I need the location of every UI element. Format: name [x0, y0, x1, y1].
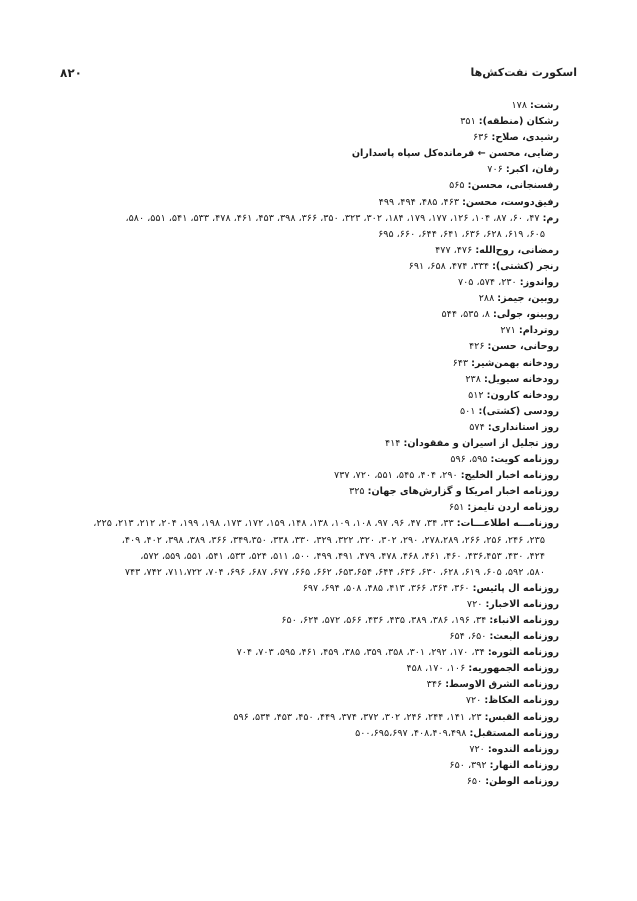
index-entry — [76, 259, 559, 275]
index-entry — [76, 420, 559, 436]
entry-heading: روزنامه الانباء: — [489, 615, 559, 626]
index-entry — [76, 146, 559, 162]
entry-heading: روز استانداری: — [487, 421, 559, 433]
entry-heading: رشیدی، صلاح: — [491, 132, 559, 144]
index-entry — [76, 758, 559, 774]
index-entry — [76, 581, 559, 597]
index-entry — [76, 693, 559, 709]
entry-heading: روحانی، حسن: — [487, 341, 559, 353]
entry-page-refs: ۳۳۴، ۴۷۴، ۶۵۸، ۶۹۱ — [408, 260, 490, 272]
index-entry — [76, 645, 559, 661]
entry-page-refs: ۷۰۶ — [487, 164, 503, 176]
entry-page-refs: ۶۵۰، ۶۵۴ — [449, 631, 487, 643]
entry-page-refs: ۴۲۶ — [469, 341, 485, 353]
index-entry — [76, 195, 559, 211]
entry-heading: رنجر (کشتی): — [492, 260, 559, 272]
entry-page-refs: ۲۳۸ — [465, 373, 481, 385]
entry-heading: روتردام: — [518, 325, 559, 337]
index-entry — [76, 404, 559, 420]
index-entry — [76, 178, 559, 194]
entry-heading: روزنامـــه اطلاعـــات: — [456, 518, 559, 530]
entry-heading: رفیق‌دوست، محسن: — [462, 196, 559, 208]
entry-heading: روز تجلیل از اسیران و مفقودان: — [403, 437, 559, 449]
index-entry — [76, 275, 559, 291]
entry-heading: رودخانه کارون: — [486, 389, 559, 401]
entry-heading: روزنامه القبس: — [484, 711, 559, 723]
index-entry — [76, 211, 559, 243]
entry-page-refs: ۵۰۱ — [460, 405, 476, 417]
index-entry — [76, 243, 559, 259]
entry-page-refs: ۴۰۸،۴۰۹،۴۹۸، ۵۰۰،۶۹۵،۶۹۷ — [355, 727, 467, 739]
index-entry — [76, 162, 559, 178]
index-entry — [76, 484, 559, 500]
entry-heading: روبینو، جولی: — [493, 309, 559, 321]
entry-heading: رواندوز: — [519, 277, 559, 289]
entry-heading: روزنامه البعث: — [489, 631, 559, 643]
entry-page-refs: ۲۳۰، ۵۷۴، ۷۰۵ — [457, 277, 517, 289]
page-header — [60, 66, 577, 84]
entry-heading: روزنامه اخبار امریکا و گزارش‌های جهان: — [367, 486, 559, 498]
index-entry — [76, 710, 559, 726]
index-entry — [76, 356, 559, 372]
entry-heading: روبین، جیمز: — [497, 293, 559, 305]
entry-page-refs: ۶۴۳ — [452, 357, 469, 369]
index-entry — [76, 98, 559, 114]
entry-page-refs: ۵۶۵ — [449, 180, 465, 192]
entry-heading: روزنامه الندوه: — [487, 743, 559, 755]
entry-heading: روزنامه النهار: — [489, 759, 559, 771]
entry-page-refs: ۴۷، ۶۰، ۸۷، ۱۰۴، ۱۲۶، ۱۷۷، ۱۷۹، ۱۸۴، ۳۰۲، ۳۲۳، ۳۵۰، ۳۶۶، ۳۹۸، ۴۵۳، ۴۶۱، ۴۷۸، ۵۳۳، ۵۴۱، ۵۵۱، ۵۸۰، — [125, 212, 540, 224]
entry-heading: رودسی (کشتی): — [478, 405, 559, 417]
index-entry — [76, 742, 559, 758]
entry-heading: رضایی، محسن ← فرمانده‌کل سپاه پاسداران — [351, 148, 559, 160]
entry-page-refs: ۳۴، ۱۹۶، ۳۸۶، ۳۸۹، ۴۳۵، ۴۳۶، ۵۶۶، ۵۷۲، ۶۲۴، ۶۵۰ — [281, 615, 487, 626]
index-entry — [76, 468, 559, 484]
index-entry — [76, 597, 559, 613]
entry-page-refs: ۶۵۱ — [448, 502, 465, 514]
entry-heading: روزنامه کویت: — [490, 454, 559, 466]
index-entry — [76, 726, 559, 742]
entry-heading: رشت: — [530, 100, 559, 111]
entry-heading: روزنامه العکاظ: — [484, 695, 559, 707]
entry-heading: روزنامه اردن تایمز: — [467, 502, 559, 514]
index-entry — [76, 661, 559, 677]
index-entries — [76, 98, 559, 790]
entry-page-refs: ۳۵۱ — [460, 116, 476, 128]
entry-page-refs: ۲۹۰، ۴۰۴، ۵۴۵، ۵۵۱، ۷۲۰، ۷۳۷ — [334, 470, 458, 482]
entry-heading: روزنامه الوطن: — [485, 775, 559, 787]
entry-page-refs: ۳۴، ۱۷۰، ۲۹۲، ۳۰۱، ۳۵۸، ۳۵۹، ۳۸۵، ۴۵۹، ۴۶۱، ۵۹۵، ۷۰۳، ۷۰۴ — [236, 647, 485, 659]
entry-heading: روزنامه الجمهوریه: — [468, 663, 559, 675]
entry-page-refs: ۳۶۰، ۳۶۴، ۳۶۶، ۴۱۳، ۴۸۵، ۵۰۸، ۶۹۴، ۶۹۷ — [302, 582, 470, 594]
index-entry — [76, 500, 559, 516]
entry-page-refs: ۳۳، ۳۴، ۴۷، ۹۶، ۹۷، ۱۰۸، ۱۰۹، ۱۳۸، ۱۴۸، ۱۵۹، ۱۷۲، ۱۷۳، ۱۹۸، ۱۹۹، ۲۰۴، ۲۱۲، ۲۱۳، ۲۲۵، — [93, 518, 454, 530]
entry-page-refs: ۴۱۴ — [384, 437, 401, 449]
index-entry — [76, 452, 559, 468]
entry-heading: رفسنجانی، محسن: — [467, 180, 559, 192]
entry-page-refs: ۲۷۱ — [500, 325, 516, 337]
entry-page-refs: ۷۲۰ — [466, 598, 483, 610]
entry-heading: روزنامه اخبار الخلیج: — [460, 470, 559, 482]
entry-page-refs: ۲۳، ۱۴۱، ۲۴۴، ۲۴۶، ۳۰۲، ۳۷۲، ۳۷۴، ۴۴۹، ۴۵۰، ۴۵۳، ۵۳۴، ۵۹۶ — [233, 711, 482, 723]
entry-heading: روزنامه المستقبل: — [469, 727, 559, 739]
index-entry — [76, 323, 559, 339]
entry-page-refs: ۱۷۸ — [511, 100, 527, 111]
index-entry — [76, 339, 559, 355]
entry-heading: روزنامه الثوره: — [487, 647, 559, 659]
index-entry — [76, 291, 559, 307]
entry-page-refs: ۶۵۰ — [466, 775, 483, 787]
entry-page-refs: ۷۲۰ — [469, 743, 485, 755]
entry-continuation: ۶۰۵، ۶۱۹، ۶۲۸، ۶۳۶، ۶۴۱، ۶۴۴، ۶۶۰، ۶۹۵ — [378, 228, 545, 240]
entry-page-refs: ۷۲۰ — [465, 695, 482, 707]
index-entry — [76, 130, 559, 146]
entry-continuation: ۵۸۰، ۵۹۲، ۶۰۵، ۶۱۹، ۶۲۸، ۶۳۰، ۶۳۶، ۶۴۴، ۶۵۳،۶۵۴، ۶۶۲، ۶۶۵، ۶۷۷، ۶۸۷، ۶۹۶، ۷۰۴، ۷۱۱،۷۲۲، ۷۴۲، ۷۴۳ — [124, 566, 545, 578]
entry-heading: رشکان (منطقه): — [478, 116, 559, 128]
entry-page-refs: ۴۷۶، ۴۷۷ — [435, 244, 473, 256]
entry-heading: روزنامه الاخبار: — [485, 598, 559, 610]
entry-heading: رمضانی، روح‌الله: — [475, 244, 559, 256]
index-entry — [76, 372, 559, 388]
entry-page-refs: ۳۲۵ — [349, 486, 365, 498]
entry-heading: رفان، اکبر: — [505, 164, 559, 176]
entry-page-refs: ۴۶۳، ۴۸۵، ۴۹۴، ۴۹۹ — [378, 196, 460, 208]
entry-page-refs: ۶۳۶ — [472, 132, 489, 144]
entry-heading: رودخانه سیویل: — [483, 373, 559, 385]
entry-page-refs: ۵۱۲ — [468, 389, 484, 401]
entry-continuation: ۲۳۵، ۲۴۶، ۲۵۶، ۲۶۶، ۲۷۸،۲۸۹، ۲۹۰، ۳۰۲، ۳۲۰، ۳۲۲، ۳۲۹، ۳۳۰، ۳۳۸، ۳۴۹،۳۵۰، ۳۶۶، ۳۸۹، ۳۹۸، ۴۰۲، ۴۰۹، — [121, 534, 545, 546]
index-entry — [76, 114, 559, 130]
entry-page-refs: ۱۰۶، ۱۷۰، ۴۵۸ — [406, 663, 466, 675]
entry-heading: رودخانه بهمن‌شیر: — [471, 357, 559, 369]
page-number: ۸۲۰ — [60, 66, 82, 80]
entry-continuation: ۴۲۴، ۴۳۰، ۴۳۶،۴۵۳، ۴۶۰، ۴۶۱، ۴۶۸، ۴۷۸، ۴۷۹، ۴۹۱، ۴۹۹، ۵۰۰، ۵۱۱، ۵۲۴، ۵۳۳، ۵۴۱، ۵۵۱، ۵۵۹، ۵۷۲، — [140, 550, 545, 562]
index-entry — [76, 613, 559, 629]
entry-page-refs: ۵۹۵، ۵۹۶ — [450, 454, 488, 466]
entry-heading: رم: — [542, 212, 559, 224]
entry-page-refs: ۲۸۸ — [478, 293, 495, 305]
index-entry — [76, 774, 559, 790]
running-title: اسکورت نفت‌کش‌ها — [470, 66, 577, 79]
entry-page-refs: ۵۷۴ — [469, 421, 485, 433]
index-entry — [76, 516, 559, 580]
entry-heading: روزنامه الشرق الاوسط: — [445, 679, 559, 691]
index-entry — [76, 677, 559, 693]
index-entry — [76, 629, 559, 645]
entry-page-refs: ۳۴۶ — [426, 679, 443, 691]
index-entry — [76, 388, 559, 404]
entry-page-refs: ۳۹۲، ۶۵۰ — [449, 759, 487, 771]
index-entry — [76, 436, 559, 452]
entry-page-refs: ۸، ۵۳۵، ۵۴۴ — [441, 309, 490, 321]
entry-heading: روزنامه ال پائیس: — [472, 582, 559, 594]
index-entry — [76, 307, 559, 323]
